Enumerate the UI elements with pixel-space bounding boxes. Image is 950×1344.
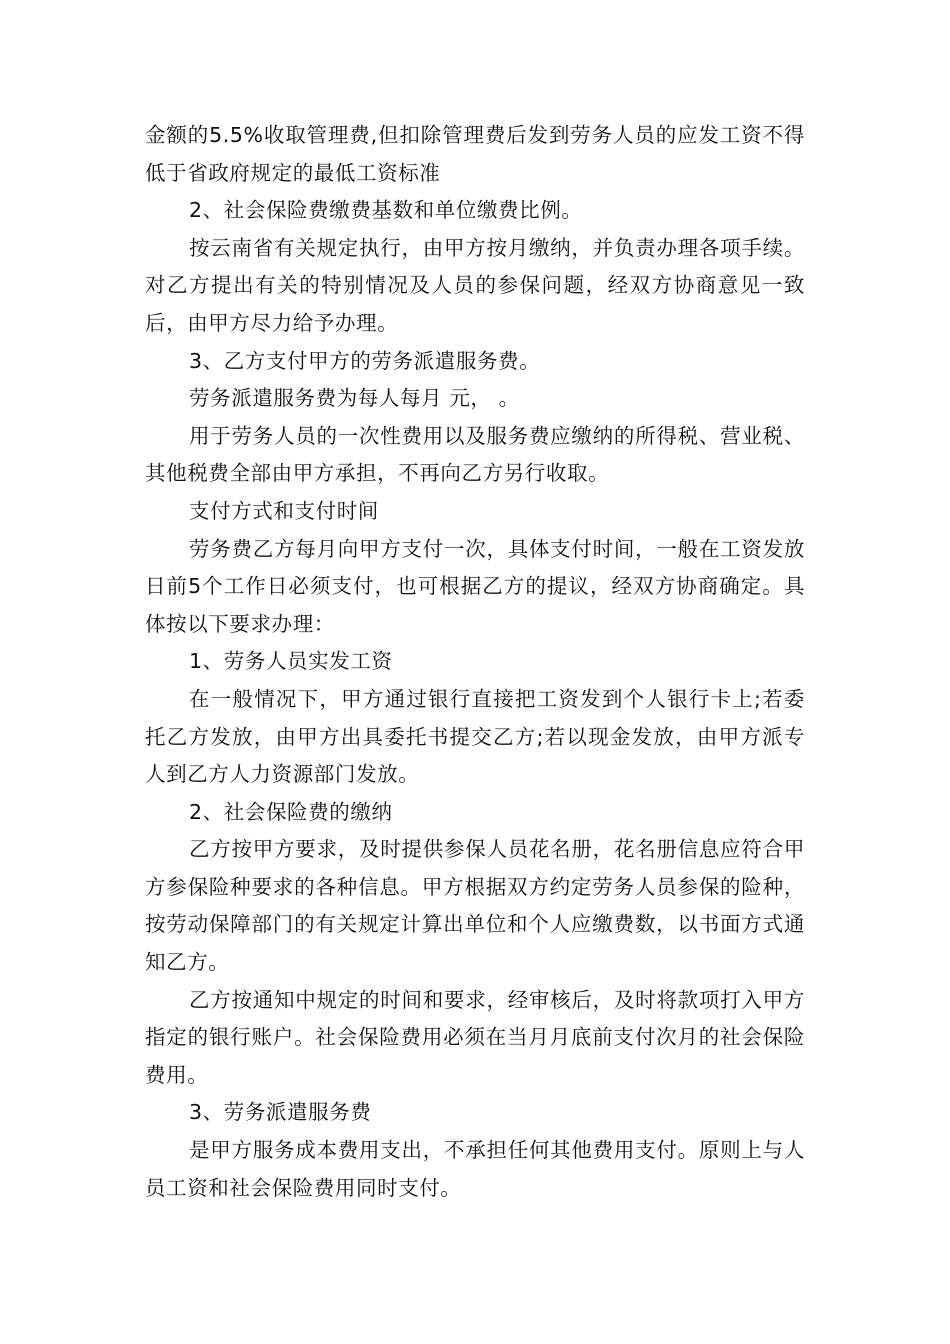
section-heading: 支付方式和支付时间 (189, 498, 379, 523)
paragraph: 是甲方服务成本费用支出，不承担任何其他费用支付。原则上与人员工资和社会保险费用同时支付。 (145, 1138, 805, 1200)
paragraph: 乙方按通知中规定的时间和要求，经审核后，及时将款项打入甲方指定的银行账户。社会保险费用必须在当月月底前支付次月的社会保险费用。 (145, 987, 805, 1087)
paragraph: 劳务派遣服务费为每人每月 元， 。 (189, 386, 520, 411)
section-heading: 1、劳务人员实发工资 (189, 649, 393, 674)
section-heading: 2、社会保险费缴费基数和单位缴费比例。 (189, 198, 583, 223)
section-heading: 3、劳务派遣服务费 (189, 1100, 372, 1125)
section-heading: 3、乙方支付甲方的劳务派遣服务费。 (189, 348, 541, 373)
paragraph: 劳务费乙方每月向甲方支付一次，具体支付时间，一般在工资发放日前5个工作日必须支付，也可根据乙方的提议，经双方协商确定。具体按以下要求办理： (145, 536, 805, 636)
document-body (145, 117, 805, 1207)
paragraph: 金额的5.5%收取管理费,但扣除管理费后发到劳务人员的应发工资不得低于省政府规定的最低工资标准 (145, 123, 805, 185)
paragraph: 乙方按甲方要求，及时提供参保人员花名册，花名册信息应符合甲方参保险种要求的各种信息。甲方根据双方约定劳务人员参保的险种，按劳动保障部门的有关规定计算出单位和个人应缴费数，以书面方式通知乙方。 (145, 837, 805, 975)
paragraph: 按云南省有关规定执行，由甲方按月缴纳，并负责办理各项手续。对乙方提出有关的特别情况及人员的参保问题，经双方协商意见一致后，由甲方尽力给予办理。 (145, 235, 805, 335)
paragraph: 在一般情况下，甲方通过银行直接把工资发到个人银行卡上;若委托乙方发放，由甲方出具委托书提交乙方;若以现金发放，由甲方派专人到乙方人力资源部门发放。 (145, 686, 805, 787)
section-heading: 2、社会保险费的缴纳 (189, 799, 393, 824)
paragraph: 用于劳务人员的一次性费用以及服务费应缴纳的所得税、营业税、其他税费全部由甲方承担，不再向乙方另行收取。 (145, 423, 805, 486)
